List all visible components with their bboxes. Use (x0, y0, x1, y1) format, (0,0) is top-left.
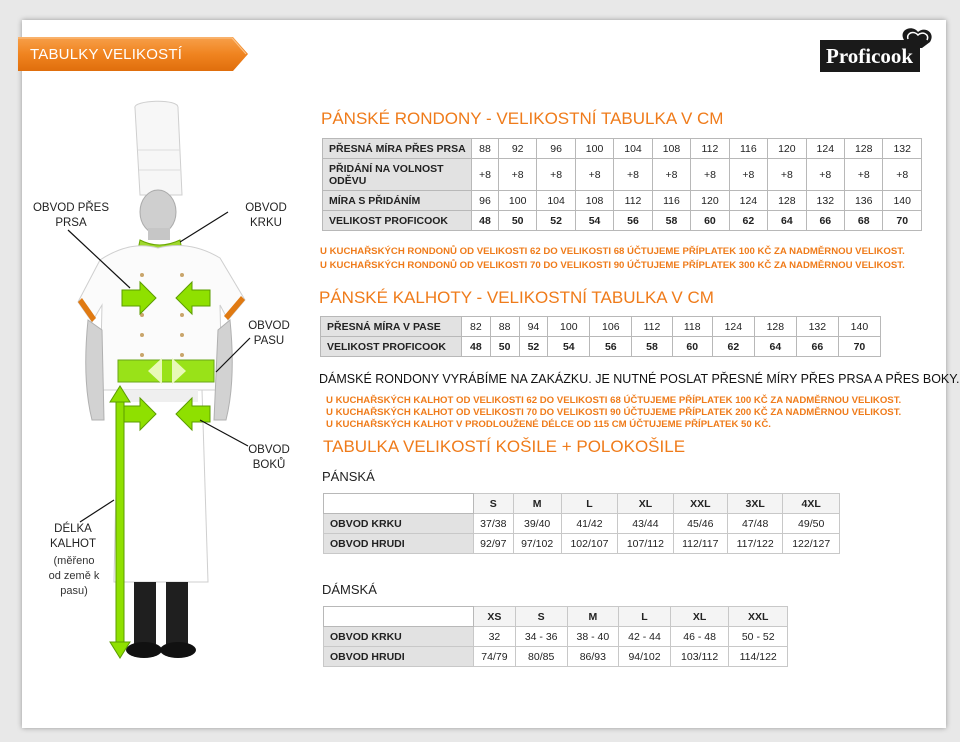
table-cell: 62 (729, 211, 767, 231)
size-header: M (567, 607, 619, 627)
table-cell: 124 (729, 191, 767, 211)
table-cell: 96 (537, 139, 575, 159)
table-cell: 52 (519, 337, 548, 357)
table-cell: 92 (498, 139, 536, 159)
banner-title: TABULKY VELIKOSTÍ (30, 46, 183, 63)
pants-note-3: U KUCHAŘSKÝCH KALHOT V PRODLOUŽENÉ DÉLCE OD 115 CM ÚČTUJEME PŘÍPLATEK 50 KČ. (326, 419, 771, 430)
table-cell: 100 (498, 191, 536, 211)
table-cell: 116 (729, 139, 767, 159)
table-cell: 50 - 52 (729, 627, 788, 647)
table-cell: 47/48 (727, 514, 782, 534)
table-cell: 58 (632, 337, 672, 357)
table-cell: 70 (883, 211, 922, 231)
table-cell: 132 (806, 191, 844, 211)
table-cell: 80/85 (515, 647, 567, 667)
table-cell: 68 (845, 211, 883, 231)
table-cell: 38 - 40 (567, 627, 619, 647)
table-header-row (324, 494, 840, 514)
row-header: PŘESNÁ MÍRA V PASE (321, 317, 462, 337)
table-row (324, 627, 788, 647)
table-cell: +8 (768, 159, 806, 191)
table-cell: 124 (806, 139, 844, 159)
table-cell: 140 (838, 317, 880, 337)
table-cell: 102/107 (561, 534, 618, 554)
table-cell: 54 (548, 337, 590, 357)
table-cell: 88 (472, 139, 499, 159)
table-row (324, 647, 788, 667)
jackets-table (322, 138, 922, 231)
table-cell: 112 (632, 317, 672, 337)
table-cell: 104 (537, 191, 575, 211)
table-cell: 103/112 (670, 647, 729, 667)
table-cell: 108 (575, 191, 613, 211)
label-hips: OBVOD BOKŮ (248, 444, 290, 471)
label-length-note: (měřeno od země k pasu) (48, 555, 100, 597)
table-cell: 122/127 (783, 534, 840, 554)
table-cell: 107/112 (618, 534, 673, 554)
table-cell: 120 (691, 191, 729, 211)
table-corner (324, 494, 474, 514)
table-cell: 114/122 (729, 647, 788, 667)
table-cell: 41/42 (561, 514, 618, 534)
table-cell: 128 (845, 139, 883, 159)
size-header: S (474, 494, 514, 514)
table-cell: 64 (768, 211, 806, 231)
table-row (323, 211, 922, 231)
jackets-title: PÁNSKÉ RONDONY - VELIKOSTNÍ TABULKA V CM (321, 109, 724, 128)
table-cell: 66 (796, 337, 838, 357)
row-header: OBVOD KRKU (324, 514, 474, 534)
size-header: L (619, 607, 671, 627)
pants-title: PÁNSKÉ KALHOTY - VELIKOSTNÍ TABULKA V CM (319, 288, 714, 307)
table-cell: 56 (590, 337, 632, 357)
table-header-row (324, 607, 788, 627)
table-cell: 82 (462, 317, 491, 337)
table-cell: 104 (614, 139, 652, 159)
table-row (321, 337, 881, 357)
row-header: OBVOD KRKU (324, 627, 474, 647)
table-row (324, 534, 840, 554)
table-cell: 62 (712, 337, 754, 357)
table-cell: 70 (838, 337, 880, 357)
pants-note-2: U KUCHAŘSKÝCH KALHOT OD VELIKOSTI 70 DO VELIKOSTI 90 ÚČTUJEME PŘÍPLATEK 200 KČ ZA NADMĚRNOU VELIKOST. (326, 407, 902, 418)
table-cell: 132 (796, 317, 838, 337)
table-row (324, 514, 840, 534)
table-cell: 64 (754, 337, 796, 357)
table-cell: 45/46 (673, 514, 727, 534)
shirts-women-table (323, 606, 788, 667)
table-cell: 136 (845, 191, 883, 211)
logo-text: Proficook (826, 44, 914, 68)
table-cell: 100 (548, 317, 590, 337)
table-cell: 112/117 (673, 534, 727, 554)
table-cell: 106 (590, 317, 632, 337)
table-cell: +8 (614, 159, 652, 191)
label-waist: OBVOD PASU (248, 320, 290, 347)
table-cell: 128 (768, 191, 806, 211)
table-cell: +8 (883, 159, 922, 191)
size-header: L (561, 494, 618, 514)
table-cell: 60 (691, 211, 729, 231)
table-cell: 112 (691, 139, 729, 159)
table-cell: 52 (537, 211, 575, 231)
table-cell: 94/102 (619, 647, 671, 667)
table-row (323, 159, 922, 191)
size-header: XXL (673, 494, 727, 514)
table-cell: +8 (691, 159, 729, 191)
table-cell: 42 - 44 (619, 627, 671, 647)
table-cell: 48 (462, 337, 491, 357)
table-cell: 140 (883, 191, 922, 211)
shirts-men-label: PÁNSKÁ (322, 469, 375, 484)
table-cell: 43/44 (618, 514, 673, 534)
table-cell: 88 (490, 317, 519, 337)
row-header: PŘESNÁ MÍRA PŘES PRSA (323, 139, 472, 159)
size-header: 3XL (727, 494, 782, 514)
label-chest: OBVOD PŘES PRSA (32, 202, 110, 229)
table-cell: 48 (472, 211, 499, 231)
table-cell: 112 (614, 191, 652, 211)
table-cell: 97/102 (513, 534, 561, 554)
table-cell: 58 (652, 211, 690, 231)
table-row (321, 317, 881, 337)
row-header: VELIKOST PROFICOOK (323, 211, 472, 231)
label-neck: OBVOD KRKU (245, 202, 287, 229)
table-cell: 34 - 36 (515, 627, 567, 647)
table-cell: 37/38 (474, 514, 514, 534)
table-cell: 39/40 (513, 514, 561, 534)
table-row (323, 191, 922, 211)
table-row (323, 139, 922, 159)
table-cell: 118 (672, 317, 712, 337)
shirts-title: TABULKA VELIKOSTÍ KOŠILE + POLOKOŠILE (323, 437, 686, 456)
table-cell: 60 (672, 337, 712, 357)
row-header: MÍRA S PŘIDÁNÍM (323, 191, 472, 211)
row-header: OBVOD HRUDI (324, 647, 474, 667)
jackets-note-1: U KUCHAŘSKÝCH RONDONŮ OD VELIKOSTI 62 DO VELIKOSTI 68 ÚČTUJEME PŘÍPLATEK 100 KČ ZA NADMĚRNOU VELIKOST. (320, 246, 905, 257)
table-cell: 32 (474, 627, 516, 647)
size-header: XXL (729, 607, 788, 627)
shirts-men-table (323, 493, 840, 554)
table-cell: 50 (498, 211, 536, 231)
table-cell: 50 (490, 337, 519, 357)
pants-note-1: U KUCHAŘSKÝCH KALHOT OD VELIKOSTI 62 DO VELIKOSTI 68 ÚČTUJEME PŘÍPLATEK 100 KČ ZA NADMĚRNOU VELIKOST. (326, 395, 902, 406)
row-header: PŘIDÁNÍ NA VOLNOST ODĚVU (323, 159, 472, 191)
table-cell: 124 (712, 317, 754, 337)
table-cell: +8 (806, 159, 844, 191)
table-cell: 94 (519, 317, 548, 337)
pants-table (320, 316, 881, 357)
size-header: 4XL (783, 494, 840, 514)
row-header: OBVOD HRUDI (324, 534, 474, 554)
size-header: S (515, 607, 567, 627)
table-cell: 56 (614, 211, 652, 231)
womens-jackets-text: DÁMSKÉ RONDONY VYRÁBÍME NA ZAKÁZKU. JE NUTNÉ POSLAT PŘESNÉ MÍRY PŘES PRSA A PŘES BOKY. (319, 372, 960, 386)
table-cell: 117/122 (727, 534, 782, 554)
shirts-women-label: DÁMSKÁ (322, 582, 377, 597)
table-cell: 100 (575, 139, 613, 159)
table-cell: 66 (806, 211, 844, 231)
table-cell: 96 (472, 191, 499, 211)
jackets-note-2: U KUCHAŘSKÝCH RONDONŮ OD VELIKOSTI 70 DO VELIKOSTI 90 ÚČTUJEME PŘÍPLATEK 300 KČ ZA NADMĚRNOU VELIKOST. (320, 260, 905, 271)
table-corner (324, 607, 474, 627)
chef-figure-illustration (30, 90, 310, 690)
table-cell: +8 (575, 159, 613, 191)
row-header: VELIKOST PROFICOOK (321, 337, 462, 357)
size-header: XL (670, 607, 729, 627)
table-cell: 46 - 48 (670, 627, 729, 647)
table-cell: 74/79 (474, 647, 516, 667)
table-cell: 120 (768, 139, 806, 159)
table-cell: 54 (575, 211, 613, 231)
table-cell: 132 (883, 139, 922, 159)
label-length: DÉLKA KALHOT (50, 523, 97, 550)
table-cell: +8 (472, 159, 499, 191)
table-cell: +8 (729, 159, 767, 191)
table-cell: +8 (845, 159, 883, 191)
size-header: M (513, 494, 561, 514)
table-cell: +8 (498, 159, 536, 191)
table-cell: 108 (652, 139, 690, 159)
size-header: XS (474, 607, 516, 627)
table-cell: 128 (754, 317, 796, 337)
table-cell: +8 (652, 159, 690, 191)
table-cell: 86/93 (567, 647, 619, 667)
table-cell: +8 (537, 159, 575, 191)
table-cell: 116 (652, 191, 690, 211)
size-header: XL (618, 494, 673, 514)
table-cell: 92/97 (474, 534, 514, 554)
table-cell: 49/50 (783, 514, 840, 534)
